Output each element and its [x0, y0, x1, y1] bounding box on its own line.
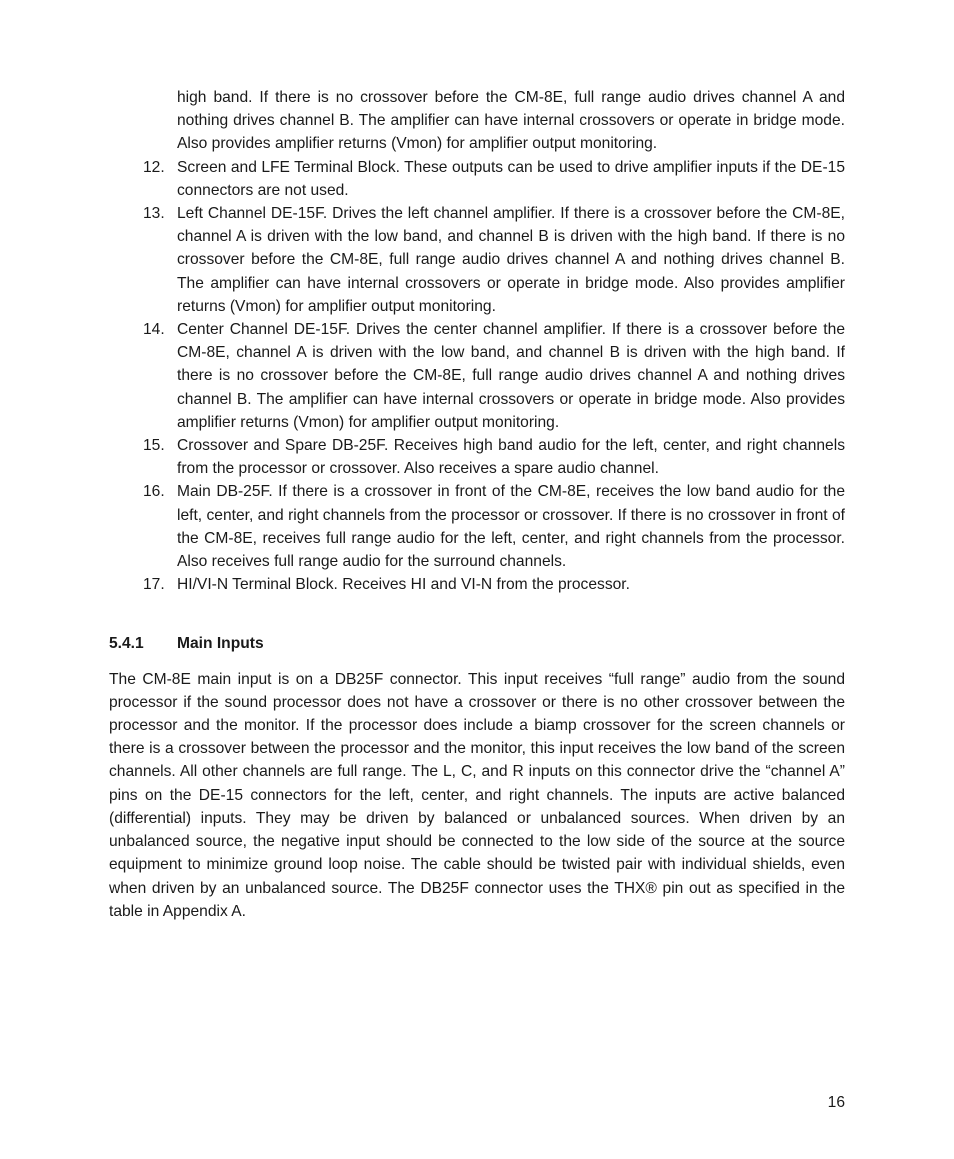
list-item-number: 16. [143, 483, 165, 501]
list-item [109, 573, 845, 596]
list-item [109, 202, 845, 318]
list-item-text: Main DB-25F. If there is a crossover in front of the CM-8E, receives the low band audio for the left, center, and right channels from the processor or crossover. If there is no crossover in front of the CM-8E, receives full range audio for the left, center, and right channels from the processor. Also receives full range audio for the surround channels. [177, 483, 845, 571]
list-item-text: HI/VI-N Terminal Block. Receives HI and VI-N from the processor. [177, 576, 630, 594]
list-item-text: Crossover and Spare DB-25F. Receives high band audio for the left, center, and right channels from the processor or crossover. Also receives a spare audio channel. [177, 437, 845, 478]
section-title: Main Inputs [177, 635, 264, 653]
list-item-text: Screen and LFE Terminal Block. These outputs can be used to drive amplifier inputs if the DE-15 connectors are not used. [177, 158, 845, 199]
list-item-number: 17. [143, 576, 165, 594]
page-content [109, 86, 845, 923]
list-item-number: 13. [143, 205, 165, 223]
section-number: 5.4.1 [109, 635, 144, 653]
numbered-list [109, 156, 845, 597]
list-item-text: Left Channel DE-15F. Drives the left channel amplifier. If there is a crossover before the CM-8E, channel A is driven with the low band, and channel B is driven with the high band. If there is no crossover before the CM-8E, full range audio drives channel A and nothing drives channel B. The amplifier can have internal crossovers or operate in bridge mode. Also provides amplifier returns (Vmon) for amplifier output monitoring. [177, 205, 845, 315]
list-item-number: 14. [143, 321, 165, 339]
section-heading [109, 632, 845, 655]
list-item [109, 318, 845, 434]
list-item [109, 434, 845, 480]
list-item-text: Center Channel DE-15F. Drives the center channel amplifier. If there is a crossover before the CM-8E, channel A is driven with the low band, and channel B is driven with the high band. If there is no crossover before the CM-8E, full range audio drives channel A and nothing drives channel B. The amplifier can have internal crossovers or operate in bridge mode. Also provides amplifier returns (Vmon) for amplifier output monitoring. [177, 321, 845, 431]
list-item-number: 12. [143, 158, 165, 176]
list-item-number: 15. [143, 437, 165, 455]
page-number: 16 [827, 1094, 845, 1111]
list-item [109, 156, 845, 202]
continued-list-text: high band. If there is no crossover before the CM-8E, full range audio drives channel A and nothing drives channel B. The amplifier can have internal crossovers or operate in bridge mode. Also provides amplifier returns (Vmon) for amplifier output monitoring. [177, 89, 845, 153]
list-item [109, 480, 845, 573]
body-paragraph: The CM-8E main input is on a DB25F connector. This input receives “full range” audio from the sound processor if the sound processor does not have a crossover or there is no other crossover between the processor and the monitor. If the processor does include a biamp crossover for the screen channels or there is a crossover between the processor and the monitor, this input receives the low band of the screen channels. All other channels are full range. The L, C, and R inputs on this connector drive the “channel A” pins on the DE-15 connectors for the left, center, and right channels. The inputs are active balanced (differential) inputs. They may be driven by balanced or unbalanced sources. When driven by an unbalanced source, the negative input should be connected to the low side of the source at the source equipment to minimize ground loop noise. The cable should be twisted pair with individual shields, even when driven by an unbalanced source. The DB25F connector uses the THX® pin out as specified in the table in Appendix A. [109, 670, 845, 920]
